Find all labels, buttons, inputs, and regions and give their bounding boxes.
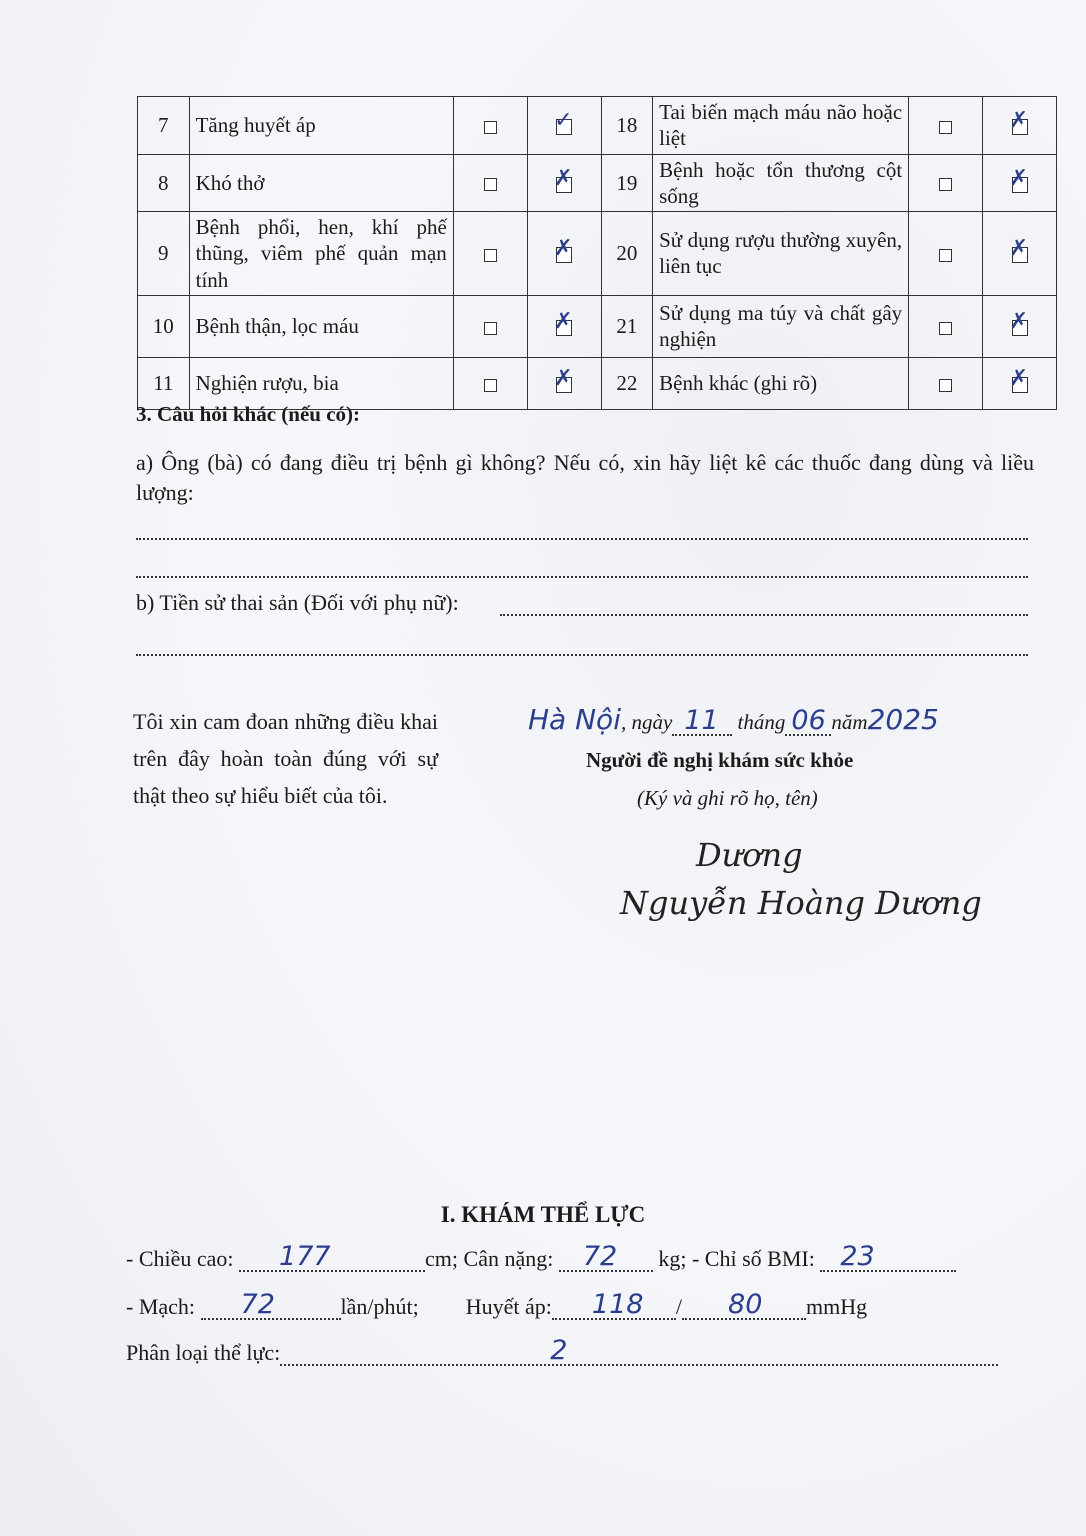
checkbox-icon	[554, 366, 573, 393]
condition-name: Sử dụng ma túy và chất gây nghiện	[653, 295, 909, 357]
fitness-class-label: Phân loại thể lực:	[126, 1340, 281, 1365]
condition-name: Bệnh thận, lọc máu	[189, 295, 453, 357]
history-row	[138, 212, 1057, 296]
weight-unit: kg;	[658, 1246, 687, 1271]
year-label: năm	[831, 710, 868, 734]
weight-field[interactable]: 72	[559, 1248, 653, 1272]
no-checkbox[interactable]	[983, 212, 1057, 296]
history-row	[138, 97, 1057, 155]
item-number: 9	[138, 212, 190, 296]
bp-diastolic-field[interactable]: 80	[682, 1296, 806, 1320]
checkbox-icon	[939, 249, 952, 262]
fitness-class-field[interactable]: 2	[280, 1342, 998, 1366]
item-number: 21	[601, 295, 653, 357]
no-checkbox[interactable]	[983, 357, 1057, 409]
checkbox-icon	[939, 379, 952, 392]
question-a: a) Ông (bà) có đang điều trị bệnh gì không? Nếu có, xin hãy liệt kê các thuốc đang dùng và liều lượng:	[136, 450, 1034, 505]
item-number: 11	[138, 357, 190, 409]
height-label: - Chiều cao:	[126, 1246, 234, 1271]
yes-checkbox[interactable]	[453, 357, 527, 409]
checkbox-icon	[484, 249, 497, 262]
month-label: tháng	[737, 710, 786, 734]
checkbox-icon	[484, 178, 497, 191]
bmi-field[interactable]: 23	[820, 1248, 956, 1272]
no-checkbox[interactable]	[527, 97, 601, 155]
pulse-bp-row	[126, 1289, 868, 1320]
signer-full-name: Nguyễn Hoàng Dương	[620, 884, 982, 922]
bp-systolic-field[interactable]: 118	[552, 1296, 676, 1320]
history-row	[138, 154, 1057, 212]
height-weight-bmi-row	[126, 1241, 956, 1272]
yes-checkbox[interactable]	[453, 154, 527, 212]
checkbox-icon	[939, 178, 952, 191]
pulse-label: - Mạch:	[126, 1294, 196, 1319]
yes-checkbox[interactable]	[909, 154, 983, 212]
question-b: b) Tiền sử thai sản (Đối với phụ nữ):	[136, 590, 459, 615]
condition-name: Nghiện rượu, bia	[189, 357, 453, 409]
no-checkbox[interactable]	[527, 295, 601, 357]
check-mark-icon: ✗	[554, 165, 573, 191]
weight-label: Cân nặng:	[463, 1246, 554, 1271]
check-mark-icon: ✗	[1009, 309, 1028, 335]
yes-checkbox[interactable]	[453, 295, 527, 357]
checkbox-icon	[554, 165, 573, 193]
checkbox-icon	[484, 322, 497, 335]
commitment-text: Tôi xin cam đoan những điều khai trên đây hoàn toàn đúng với sự thật theo sự hiểu biết của tôi.	[133, 709, 438, 808]
signer-note: (Ký và ghi rõ họ, tên)	[637, 786, 818, 810]
signature: Dương	[696, 836, 803, 874]
physical-exam-title: I. KHÁM THỂ LỰC	[440, 1202, 646, 1227]
checkbox-icon	[1009, 236, 1028, 263]
item-number: 20	[601, 212, 653, 296]
item-number: 19	[601, 154, 653, 212]
condition-name: Sử dụng rượu thường xuyên, liên tục	[653, 212, 909, 296]
check-mark-icon: ✗	[1009, 108, 1028, 134]
checkbox-icon	[939, 121, 952, 134]
day-field[interactable]: 11	[672, 712, 732, 736]
condition-name: Bệnh phổi, hen, khí phế thũng, viêm phế quản mạn tính	[189, 212, 453, 296]
yes-checkbox[interactable]	[909, 357, 983, 409]
yes-checkbox[interactable]	[909, 212, 983, 296]
yes-checkbox[interactable]	[453, 212, 527, 296]
bp-unit: mmHg	[806, 1294, 868, 1319]
checkbox-icon	[1009, 108, 1028, 135]
yes-checkbox[interactable]	[909, 295, 983, 357]
item-number: 8	[138, 154, 190, 212]
checkbox-icon	[484, 121, 497, 134]
date-line	[528, 703, 939, 736]
yes-checkbox[interactable]	[453, 97, 527, 155]
item-number: 7	[138, 97, 190, 155]
check-mark-icon: ✗	[1009, 236, 1028, 262]
bp-label: Huyết áp:	[465, 1294, 552, 1319]
no-checkbox[interactable]	[983, 97, 1057, 155]
answer-b-line-2[interactable]	[136, 654, 1028, 656]
answer-a-line-1[interactable]	[136, 538, 1028, 540]
year-handwritten: 2025	[867, 703, 939, 736]
item-number: 18	[601, 97, 653, 155]
history-row	[138, 295, 1057, 357]
checkbox-icon	[554, 108, 573, 135]
condition-name: Tai biến mạch máu não hoặc liệt	[653, 97, 909, 155]
pulse-field[interactable]: 72	[201, 1296, 341, 1320]
yes-checkbox[interactable]	[909, 97, 983, 155]
checkbox-icon	[939, 322, 952, 335]
height-unit: cm;	[425, 1246, 459, 1271]
condition-name: Khó thở	[189, 154, 453, 212]
answer-a-line-2[interactable]	[136, 576, 1028, 578]
no-checkbox[interactable]	[527, 212, 601, 296]
answer-b-line-1[interactable]	[500, 614, 1028, 616]
check-mark-icon: ✗	[554, 309, 573, 335]
check-mark-icon: ✓	[554, 108, 573, 134]
pulse-unit: lần/phút;	[340, 1294, 419, 1319]
checkbox-icon	[1009, 165, 1028, 193]
signer-title: Người đề nghị khám sức khỏe	[586, 748, 854, 772]
month-field[interactable]: 06	[785, 712, 831, 736]
checkbox-icon	[1009, 366, 1028, 393]
no-checkbox[interactable]	[983, 295, 1057, 357]
check-mark-icon: ✗	[1009, 165, 1028, 191]
checkbox-icon	[1009, 309, 1028, 336]
no-checkbox[interactable]	[527, 357, 601, 409]
condition-name: Tăng huyết áp	[189, 97, 453, 155]
place-handwritten: Hà Nội	[528, 703, 621, 736]
condition-name: Bệnh khác (ghi rõ)	[653, 357, 909, 409]
height-field[interactable]: 177	[239, 1248, 425, 1272]
day-label: , ngày	[620, 710, 673, 734]
item-number: 22	[601, 357, 653, 409]
check-mark-icon: ✗	[554, 366, 573, 392]
other-questions-title: 3. Câu hỏi khác (nếu có):	[136, 402, 361, 426]
condition-name: Bệnh hoặc tổn thương cột sống	[653, 154, 909, 212]
fitness-class-row	[126, 1335, 998, 1366]
medical-history-table	[137, 96, 1057, 410]
no-checkbox[interactable]	[527, 154, 601, 212]
checkbox-icon	[484, 379, 497, 392]
item-number: 10	[138, 295, 190, 357]
check-mark-icon: ✗	[1009, 366, 1028, 392]
checkbox-icon	[554, 309, 573, 336]
check-mark-icon: ✗	[554, 236, 573, 262]
bmi-label: - Chỉ số BMI:	[691, 1246, 815, 1271]
bp-separator: /	[675, 1294, 683, 1319]
checkbox-icon	[554, 236, 573, 263]
no-checkbox[interactable]	[983, 154, 1057, 212]
